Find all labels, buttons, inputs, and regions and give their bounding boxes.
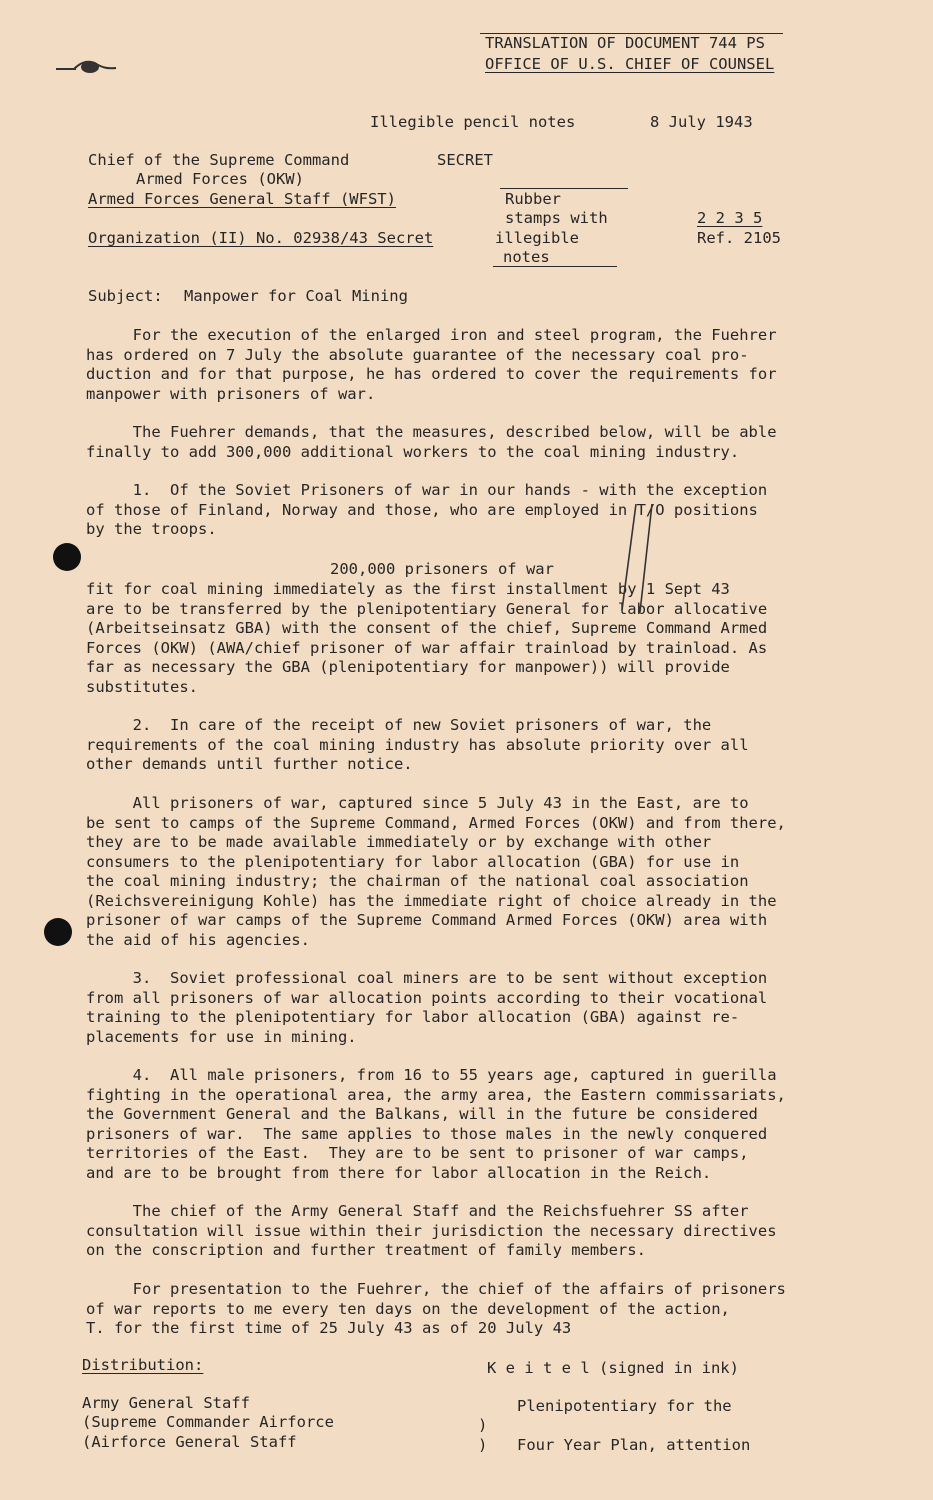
translation-header: TRANSLATION OF DOCUMENT 744 PS [485,34,765,52]
text-line: on the conscription and further treatment of family members. [86,1241,646,1259]
stamp-ref: Ref. 2105 [697,229,781,247]
text-line: of those of Finland, Norway and those, who are employed in T/O positions [86,500,758,519]
text-line: placements for use in mining. [86,1027,357,1046]
sender-line: Armed Forces General Staff (WFST) [88,190,396,208]
text-line: the aid of his agencies. [86,930,310,949]
paragraph-fuehrer-demands [86,423,816,462]
punch-hole [53,543,81,571]
office-header: OFFICE OF U.S. CHIEF OF COUNSEL [485,55,775,73]
stamp-number: 2 2 3 5 [697,209,763,227]
text-line: manpower with prisoners of war. [86,384,376,403]
text-line: substitutes. [86,677,198,696]
pencil-notes: Illegible pencil notes [370,113,576,131]
paragraph-item-2 [86,716,816,775]
text-line: fit for coal mining immediately as the first installment by 1 Sept 43 [86,580,730,598]
text-line: (Arbeitseinsatz GBA) with the consent of the chief, Supreme Command Armed [86,619,768,637]
pen-strokes [600,500,670,620]
text-line: prisoner of war camps of the Supreme Command Armed Forces (OKW) area with [86,911,768,929]
text-line: territories of the East. They are to be sent to prisoner of war camps, [86,1144,749,1162]
sender-line: Organization (II) No. 02938/43 Secret [88,229,434,247]
distribution-label: Distribution: [82,1356,204,1374]
paragraph-transfer [86,580,816,697]
text-line: Forces (OKW) (AWA/chief prisoner of war affair trainload by trainload. As [86,638,768,657]
distribution-item: (Airforce General Staff [82,1433,297,1451]
text-line: be sent to camps of the Supreme Command, Armed Forces (OKW) and from there, [86,813,786,832]
text-line: T. for the first time of 25 July 43 as of 20 July 43 [86,1319,572,1337]
text-line: For the execution of the enlarged iron and steel program, the Fuehrer [86,326,777,344]
paragraph-item-1 [86,481,816,540]
brace: ) [478,1436,488,1454]
document-date: 8 July 1943 [650,113,753,131]
signature: K e i t e l (signed in ink) [487,1359,739,1377]
stamp-line: illegible [495,229,579,247]
text-line: the coal mining industry; the chairman of the national coal association [86,872,749,890]
header-rule [480,33,783,34]
recipient-line: Four Year Plan, attention [517,1436,751,1454]
classification: SECRET [437,151,493,169]
recipient-line: Plenipotentiary for the [517,1397,732,1415]
paragraph-all-prisoners [86,794,816,950]
text-line: 3. Soviet professional coal miners are to be sent without exception [86,969,768,987]
text-line: training to the plenipotentiary for labor allocation (GBA) against re- [86,1008,740,1026]
text-line: and are to be brought from there for labor allocation in the Reich. [86,1163,712,1182]
paragraph-item-3 [86,969,816,1047]
text-line: requirements of the coal mining industry has absolute priority over all [86,735,749,754]
stamp-line: Rubber [505,190,561,208]
subject-text: Manpower for Coal Mining [184,287,408,305]
text-line: finally to add 300,000 additional workers to the coal mining industry. [86,442,740,461]
text-line: from all prisoners of war allocation points according to their vocational [86,988,768,1007]
text-line: 2. In care of the receipt of new Soviet prisoners of war, the [86,716,712,734]
text-line: (Reichsvereinigung Kohle) has the immediate right of choice already in the [86,891,777,910]
text-line: they are to be made available immediately or by exchange with other [86,833,712,851]
text-line: The Fuehrer demands, that the measures, described below, will be able [86,423,777,441]
paragraph-coal-program [86,326,816,404]
text-line: 1. Of the Soviet Prisoners of war in our hands - with the exception [86,481,768,499]
stamp-line: notes [503,248,550,266]
text-line: of war reports to me every ten days on the development of the action, [86,1299,730,1318]
paragraph-army-staff [86,1202,816,1261]
text-line: fighting in the operational area, the army area, the Eastern commissariats, [86,1085,786,1104]
text-line: For presentation to the Fuehrer, the chief of the affairs of prisoners [86,1280,786,1298]
sender-line: Chief of the Supreme Command [88,151,350,169]
text-line: prisoners of war. The same applies to those males in the newly conquered [86,1124,768,1143]
prisoners-count-line: 200,000 prisoners of war [330,560,554,578]
text-line: are to be transferred by the plenipotentiary General for labor allocative [86,599,768,618]
text-line: other demands until further notice. [86,755,413,773]
text-line: consumers to the plenipotentiary for labor allocation (GBA) for use in [86,852,740,871]
text-line: All prisoners of war, captured since 5 July 43 in the East, are to [86,794,749,812]
text-line: The chief of the Army General Staff and the Reichsfuehrer SS after [86,1202,749,1220]
text-line: consultation will issue within their jurisdiction the necessary directives [86,1221,777,1240]
subject-label: Subject: [88,287,163,305]
ink-mark-icon [54,55,124,85]
stamp-rule [493,266,617,267]
text-line: has ordered on 7 July the absolute guarantee of the necessary coal pro- [86,345,749,364]
distribution-item: (Supreme Commander Airforce [82,1413,334,1431]
stamp-rule [500,188,628,189]
distribution-item: Army General Staff [82,1394,250,1412]
text-line: 4. All male prisoners, from 16 to 55 years age, captured in guerilla [86,1066,777,1084]
text-line: duction and for that purpose, he has ordered to cover the requirements for [86,365,777,383]
paragraph-presentation [86,1280,816,1339]
paragraph-item-4 [86,1066,816,1183]
text-line: by the troops. [86,520,217,538]
text-line: far as necessary the GBA (plenipotentiary for manpower)) will provide [86,658,730,676]
text-line: the Government General and the Balkans, will in the future be considered [86,1105,758,1123]
brace: ) [478,1416,488,1434]
sender-line: Armed Forces (OKW) [136,170,304,188]
stamp-line: stamps with [505,209,608,227]
punch-hole [44,918,72,946]
